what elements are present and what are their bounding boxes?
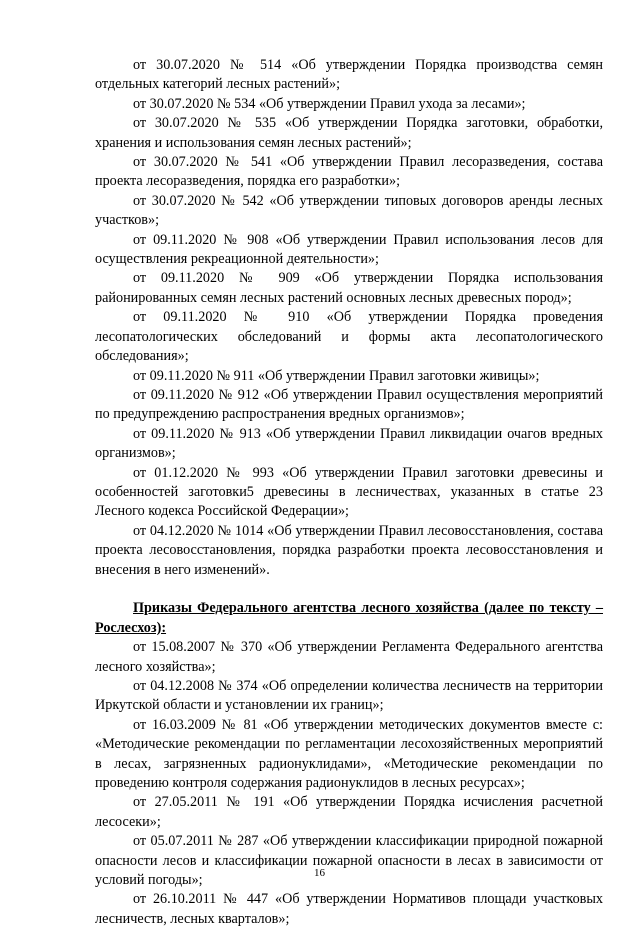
order-item: от 26.10.2011 № 447 «Об утверждении Нормативов площади участковых лесничеств, лесных кварталов»;	[95, 891, 603, 927]
order-item: от 09.11.2020 № 912 «Об утверждении Правил осуществления мероприятий по предупреждению распространения вредных организмов»;	[95, 386, 603, 423]
order-item: от 09.11.2020 № 913 «Об утверждении Правил ликвидации очагов вредных организмов»;	[95, 425, 603, 462]
section-spacer	[95, 580, 603, 599]
order-item: от 09.11.2020 № 909 «Об утверждении Порядка использования районированных семян лесных растений основных лесных древесных пород»;	[95, 270, 603, 306]
order-item: от 04.12.2020 № 1014 «Об утверждении Правил лесовосстановления, состава проекта лесовосстановления, порядка разработки проекта лесовосстановления и внесения в него изменений».	[95, 522, 603, 578]
document-body	[95, 56, 603, 929]
order-item: от 09.11.2020 № 908 «Об утверждении Правил использования лесов для осуществления рекреационной деятельности»;	[95, 231, 603, 268]
order-item: от 30.07.2020 № 514 «Об утверждении Порядка производства семян отдельных категорий лесных растений»;	[95, 57, 603, 93]
order-item: от 30.07.2020 № 542 «Об утверждении типовых договоров аренды лесных участков»;	[95, 192, 603, 229]
order-item: от 30.07.2020 № 534 «Об утверждении Правил ухода за лесами»;	[133, 95, 526, 112]
page-number: 16	[314, 867, 325, 879]
order-item: от 01.12.2020 № 993 «Об утверждении Правил заготовки древесины и особенностей заготовки5 древесины в лесничествах, указанных в статье 23 Лесного кодекса Российской Федерации»;	[95, 464, 603, 520]
order-item: от 16.03.2009 № 81 «Об утверждении методических документов вместе с: «Методические рекомендации по регламентации лесохозяйственных мероприятий в лесах, загрязненных радионуклидами», «Методические рекомендации по проведению контроля содержания радионуклидов в лесных ресурсах»;	[95, 716, 603, 792]
order-item: от 27.05.2011 № 191 «Об утверждении Порядка исчисления расчетной лесосеки»;	[95, 794, 603, 830]
order-item: от 30.07.2020 № 535 «Об утверждении Порядка заготовки, обработки, хранения и использования семян лесных растений»;	[95, 115, 603, 151]
order-item: от 09.11.2020 № 911 «Об утверждении Правил заготовки живицы»;	[133, 367, 540, 384]
section-heading: Приказы Федерального агентства лесного хозяйства (далее по тексту – Рослесхоз):	[95, 600, 603, 636]
order-item: от 04.12.2008 № 374 «Об определении количества лесничеств на территории Иркутской области и установлении их границ»;	[95, 677, 603, 714]
order-item: от 05.07.2011 № 287 «Об утверждении классификации природной пожарной опасности лесов и классификации пожарной опасности в лесах в зависимости от условий погоды»;	[95, 833, 603, 889]
order-item: от 30.07.2020 № 541 «Об утверждении Правил лесоразведения, состава проекта лесоразведения, порядка его разработки»;	[95, 154, 603, 190]
order-item: от 15.08.2007 № 370 «Об утверждении Регламента Федерального агентства лесного хозяйства»;	[95, 639, 603, 675]
order-item: от 09.11.2020 № 910 «Об утверждении Порядка проведения лесопатологических обследований и формы акта лесопатологического обследования»;	[95, 309, 603, 365]
